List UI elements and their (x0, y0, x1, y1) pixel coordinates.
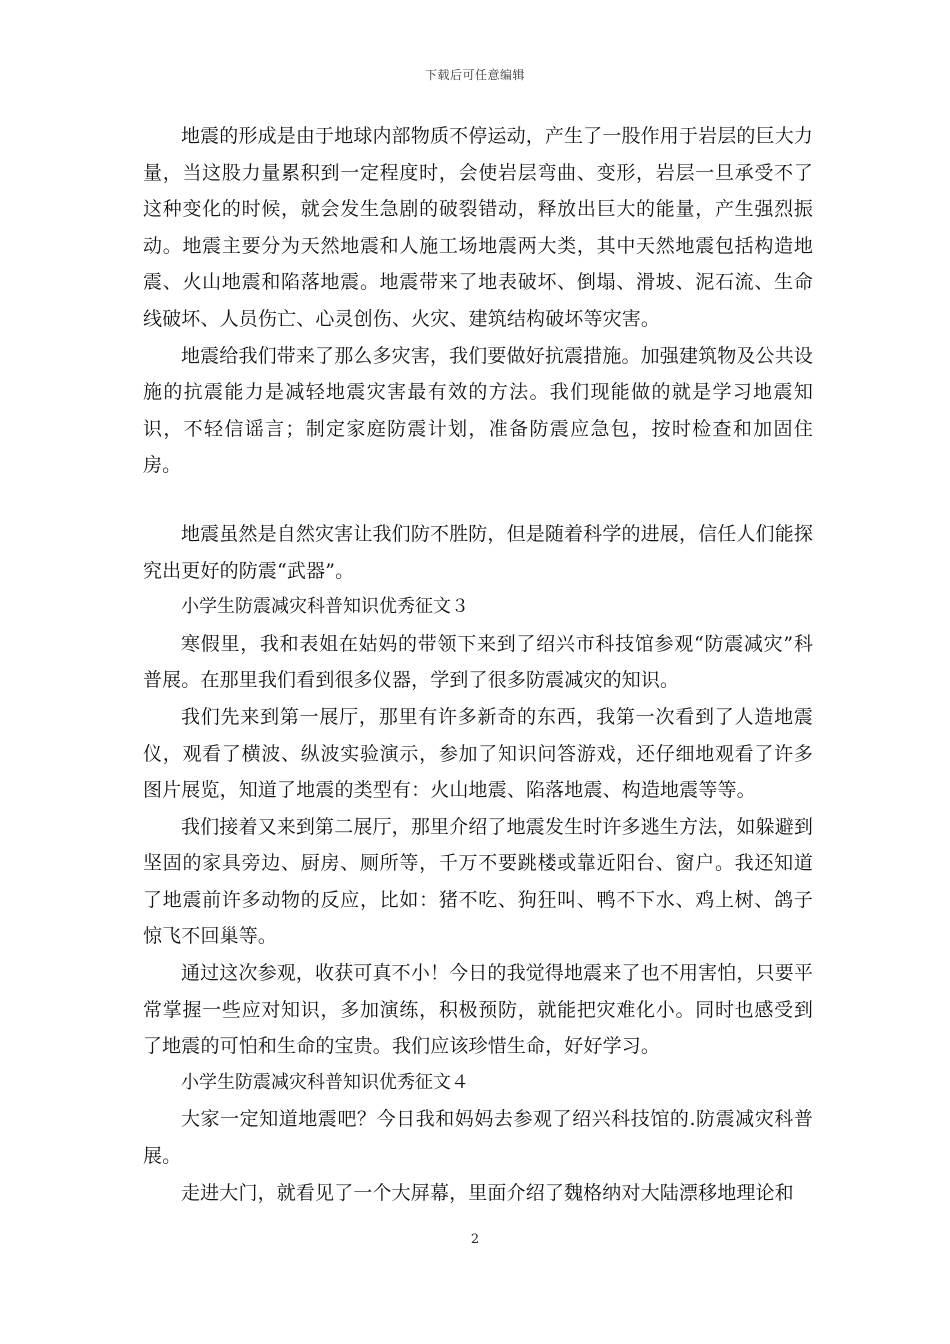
paragraph-essay4-intro: 大家一定知道地震吧？今日我和妈妈去参观了绍兴科技馆的.防震减灾科普展。 (143, 1108, 813, 1168)
paragraph-earthquake-formation: 地震的形成是由于地球内部物质不停运动，产生了一股作用于岩层的巨大力量，当这股力量累积到一定程度时，会使岩层弯曲、变形，岩层一旦承受不了这种变化的时候，就会发生急剧的破裂错动，释放出巨大的能量，产生强烈振动。地震主要分为天然地震和人施工场地震两大类，其中天然地震包括构造地震、火山地震和陷落地震。地震带来了地表破坏、倒塌、滑坡、泥石流、生命线破坏、人员伤亡、心灵创伤、火灾、建筑结构破坏等灾害。 (143, 125, 813, 330)
essay-heading-4: 小学生防震减灾科普知识优秀征文４ (181, 1071, 469, 1093)
paragraph-winter-visit: 寒假里，我和表姐在姑妈的带领下来到了绍兴市科技馆参观“防震减灾”科普展。在那里我们看到很多仪器，学到了很多防震减灾的知识。 (143, 632, 813, 692)
essay-heading-3: 小学生防震减灾科普知识优秀征文３ (181, 596, 469, 618)
page-header: 下载后可任意编辑 (424, 68, 525, 82)
paragraph-essay4-entrance: 走进大门，就看见了一个大屏幕，里面介绍了魏格纳对大陆漂移地理论和 (181, 1181, 794, 1204)
document-body (143, 118, 813, 1211)
page-number: 2 (470, 1232, 480, 1247)
paragraph-first-hall: 我们先来到第一展厅，那里有许多新奇的东西，我第一次看到了人造地震仪，观看了横波、纵波实验演示，参加了知识问答游戏，还仔细地观看了许多图片展览，知道了地震的类型有：火山地震、陷落地震、构造地震等等。 (143, 705, 813, 802)
paragraph-earthquake-measures: 地震给我们带来了那么多灾害，我们要做好抗震措施。加强建筑物及公共设施的抗震能力是减轻地震灾害最有效的方法。我们现能做的就是学习地震知识，不轻信谣言；制定家庭防震计划，准备防震应急包，按时检查和加固住房。 (143, 344, 813, 477)
paragraph-earthquake-weapon: 地震虽然是自然灾害让我们防不胜防，但是随着科学的进展，信任人们能探究出更好的防震“武器”。 (143, 522, 813, 582)
paragraph-conclusion: 通过这次参观，收获可真不小！今日的我觉得地震来了也不用害怕，只要平常掌握一些应对知识，多加演练，积极预防，就能把灾难化小。同时也感受到了地震的可怕和生命的宝贵。我们应该珍惜生命，好好学习。 (143, 962, 813, 1058)
paragraph-second-hall: 我们接着又来到第二展厅，那里介绍了地震发生时许多逃生方法，如躲避到坚固的家具旁边、厨房、厕所等，千万不要跳楼或靠近阳台、窗户。我还知道了地震前许多动物的反应，比如：猪不吃、狗狂叫、鸭不下水、鸡上树、鸽子惊飞不回巢等。 (143, 815, 813, 948)
